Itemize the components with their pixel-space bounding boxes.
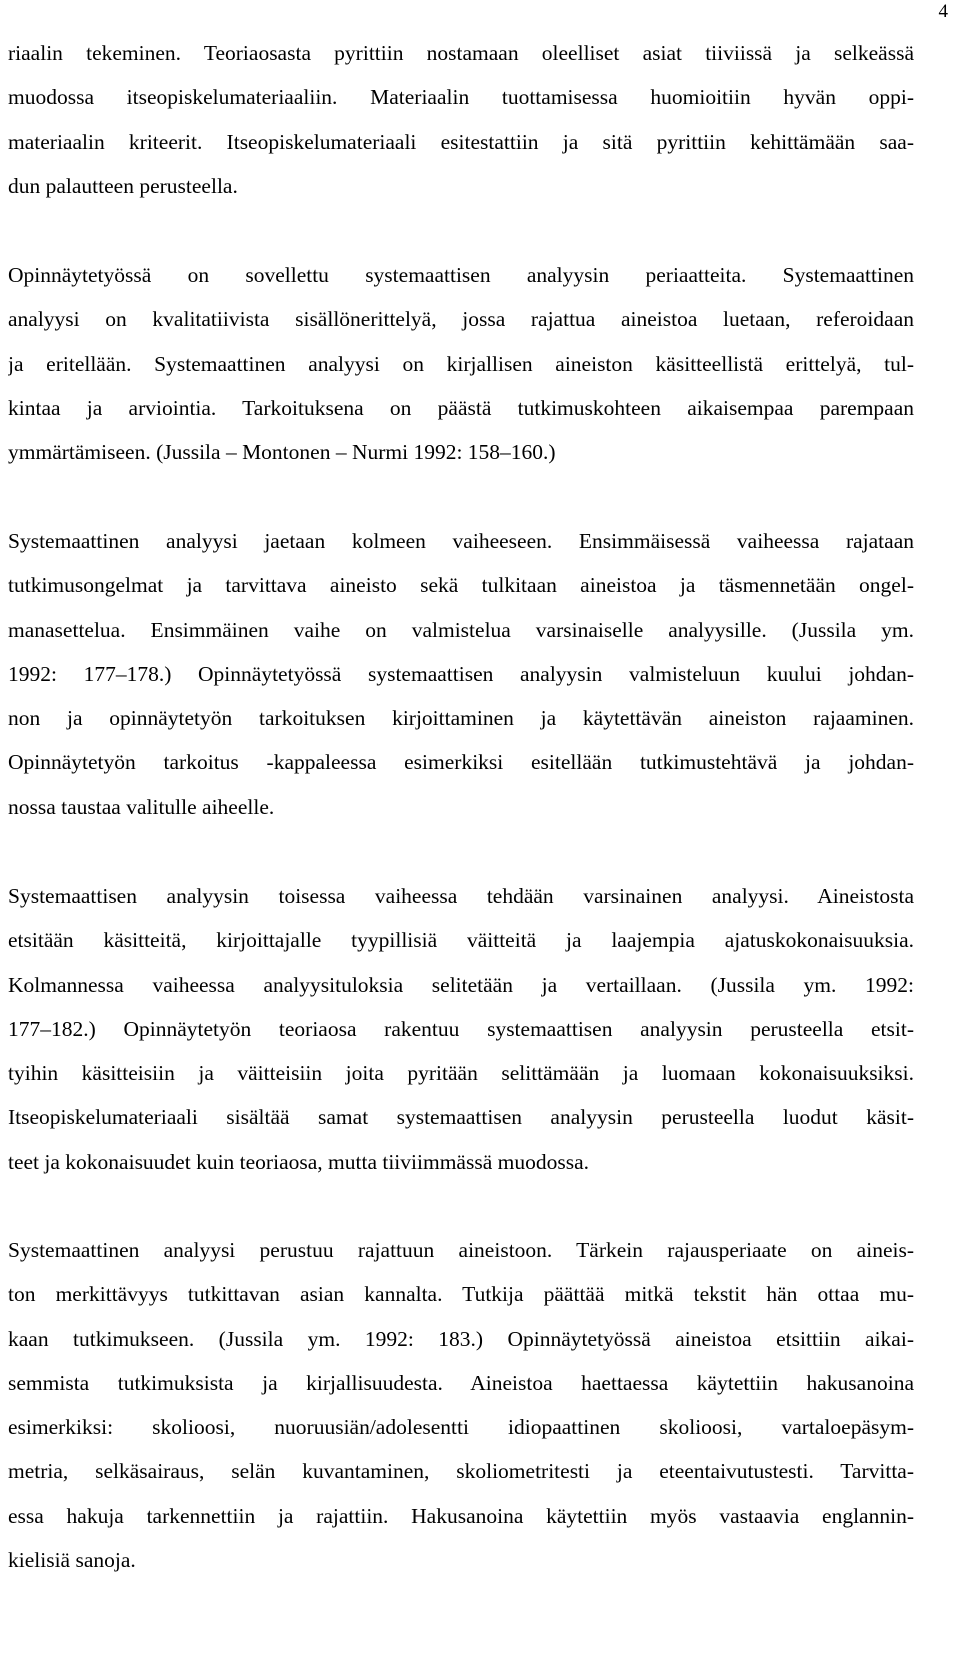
text-line: Opinnäytetyön tarkoitus -kappaleessa esimerkiksi esitellään tutkimustehtävä ja johdan- [8,750,914,775]
text-line: nossa taustaa valitulle aiheelle. [8,794,275,819]
text-line: semmista tutkimuksista ja kirjallisuudesta. Aineistoa haettaessa käytettiin hakusanoina [8,1370,914,1395]
text-line: esimerkiksi: skolioosi, nuoruusiän/adolesentti idiopaattinen skolioosi, vartaloepäsym- [8,1415,914,1440]
text-line: Systemaattinen analyysi perustuu rajattuun aineistoon. Tärkein rajausperiaate on aineis- [8,1238,914,1262]
page-number: 4 [938,1,948,22]
text-line: manasettelua. Ensimmäinen vaihe on valmistelua varsinaiselle analyysille. (Jussila ym. [8,617,914,642]
text-line: riaalin tekeminen. Teoriaosasta pyrittiin nostamaan oleelliset asiat tiiviissä ja selkeässä [8,41,914,65]
text-line: 1992: 177–178.) Opinnäytetyössä systemaattisen analyysin valmisteluun kuului johdan- [8,661,914,686]
text-line: ja eritellään. Systemaattinen analyysi on kirjallisen aineiston käsitteellistä erittelyä, tul- [8,351,914,376]
text-line: essa hakuja tarkennettiin ja rajattiin. Hakusanoina käytettiin myös vastaavia englannin- [8,1503,914,1528]
paragraph-3 [8,519,914,829]
text-line: tutkimusongelmat ja tarvittava aineisto sekä tulkitaan aineistoa ja täsmennetään ongel- [8,573,914,598]
text-line: Opinnäytetyössä on sovellettu systemaattisen analyysin periaatteita. Systemaattinen [8,263,914,287]
text-line: Itseopiskelumateriaali sisältää samat systemaattisen analyysin perusteella luodut käsit- [8,1105,914,1130]
text-line: analyysi on kvalitatiivista sisällönerittelyä, jossa rajattua aineistoa luetaan, referoidaan [8,307,914,332]
paragraph-4 [8,874,914,1184]
text-line: 177–182.) Opinnäytetyön teoriaosa rakentuu systemaattisen analyysin perusteella etsit- [8,1016,914,1041]
text-line: teet ja kokonaisuudet kuin teoriaosa, mutta tiiviimmässä muodossa. [8,1149,589,1174]
text-line: Kolmannessa vaiheessa analyysituloksia selitetään ja vertaillaan. (Jussila ym. 1992: [8,972,914,997]
paragraph-2 [8,253,914,474]
text-line: non ja opinnäytetyön tarkoituksen kirjoittaminen ja käytettävän aineiston rajaaminen. [8,706,914,731]
text-line: tyihin käsitteisiin ja väitteisiin joita pyritään selittämään ja luomaan kokonaisuuksiksi. [8,1061,914,1086]
text-line: metria, selkäsairaus, selän kuvantaminen, skoliometritesti ja eteentaivutustesti. Tarvitta- [8,1459,914,1484]
text-line: materiaalin kriteerit. Itseopiskelumateriaali esitestattiin ja sitä pyrittiin kehittämään saa- [8,129,914,154]
text-line: ton merkittävyys tutkittavan asian kannalta. Tutkija päättää mitkä tekstit hän ottaa mu- [8,1282,914,1307]
text-line: dun palautteen perusteella. [8,173,238,198]
text-line: etsitään käsitteitä, kirjoittajalle tyypillisiä väitteitä ja laajempia ajatuskokonaisuuksia. [8,928,914,953]
text-line: Systemaattisen analyysin toisessa vaiheessa tehdään varsinainen analyysi. Aineistosta [8,884,914,908]
text-line: Systemaattinen analyysi jaetaan kolmeen vaiheeseen. Ensimmäisessä vaiheessa rajataan [8,529,914,553]
text-line: kielisiä sanoja. [8,1548,136,1573]
paragraph-5 [8,1228,914,1582]
text-line: muodossa itseopiskelumateriaaliin. Materiaalin tuottamisessa huomioitiin hyvän oppi- [8,85,914,110]
text-line: kintaa ja arviointia. Tarkoituksena on päästä tutkimuskohteen aikaisempaa parempaan [8,395,914,420]
paragraph-1 [8,31,914,208]
text-line: ymmärtämiseen. (Jussila – Montonen – Nurmi 1992: 158–160.) [8,440,556,465]
text-line: kaan tutkimukseen. (Jussila ym. 1992: 183.) Opinnäytetyössä aineistoa etsittiin aikai- [8,1326,914,1351]
